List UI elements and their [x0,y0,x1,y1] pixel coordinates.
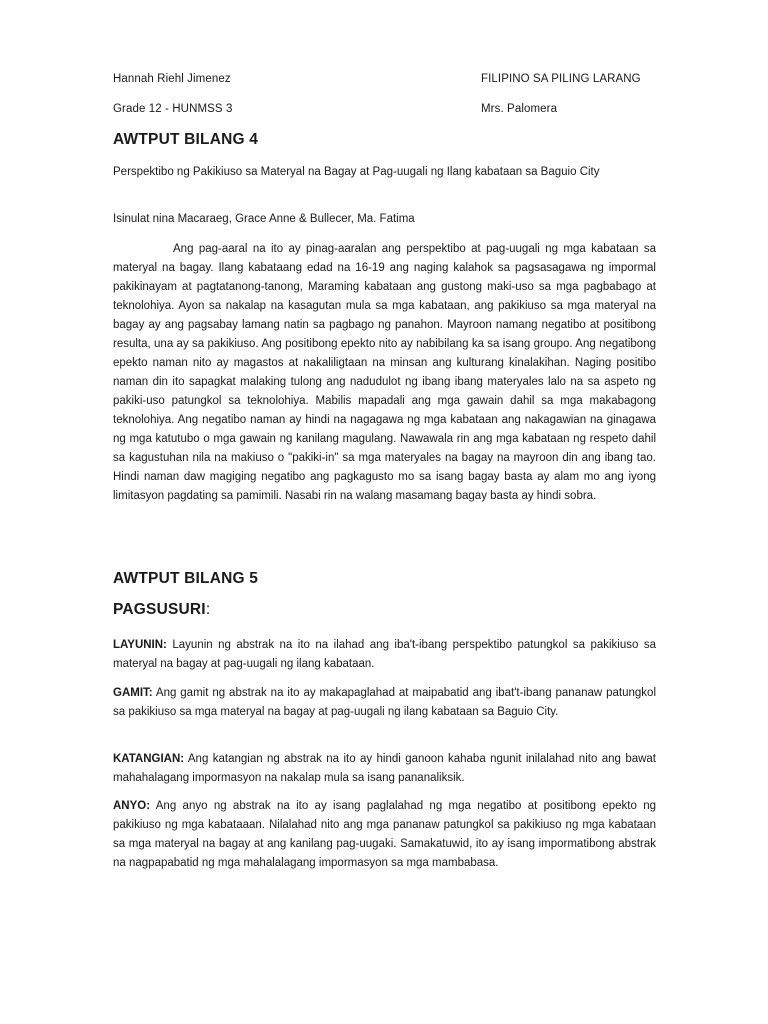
awtput-5-heading: AWTPUT BILANG 5 [113,570,259,587]
section-anyo [113,797,656,873]
section-text: Ang anyo ng abstrak na ito ay isang paglalahad ng mga negatibo at positibong epekto ng pakikiuso ng mga kabataaan. Nilalahad nito ang mga pananaw patungkol sa pakikiuso ng mga kabataan sa mga materyal na bagay at ang kanilang pag-uugaki. Samakatuwid, ito ay isang impormatibong abstrak na nagpapabatid ng mga mahalalagang impormasyon sa mga mambabasa. [113,800,657,869]
grade-section: Grade 12 - HUNMSS 3 [113,103,233,115]
section-katangian [113,750,656,788]
author-name: Hannah Riehl Jimenez [113,73,231,85]
abstract-text: Ang pag-aaral na ito ay pinag-aaralan ang perspektibo at pag-uugali ng mga kabataan sa materyal na bagay. Ilang kabataang edad na 16-19 ang naging kalahok sa pagsasagawa ng impormal pakikinayam at pagtatanong-tanong, Maraming kabataan ang gustong maki-uso sa mga pagbabago at teknolohiya. Ayon sa nakalap na kasagutan mula sa mga kabataan, ang pakikiuso sa mga materyal na bagay ay ang pagsabay lamang natin sa pagbago ng panahon. Mayroon namang negatibo at positibong resulta, una ay sa pakikiuso. Ang positibong epekto nito ay nabibilang ka sa isang groupo. Ang negatibong epekto naman nito ay magastos at nakaliligtaan na minsan ang kulturang kinalakihan. Naging positibo naman din ito sapagkat malaking tulong ang nadudulot ng ibang ibang materyales lalo na sa aspeto ng pakiki-uso patungkol sa teknolohiya. Mabilis mapadali ang mga gawain dahil sa mga makabagong teknolohiya. Ang negatibo naman ay hindi na nagagawa ng mga kabataan ang nakagawian na ginagawa ng mga katutubo o mga gawain ng kanilang magulang. Nawawala rin ang mga kabataan ng respeto dahil sa kagustuhan nila na makiuso o "pakiki-in" sa mga materyales na bagay na mayroon din ang ibang tao. Hindi naman daw magiging negatibo ang pagkagusto mo sa isang bagay basta ay alam mo ang iyong limitasyon pagdating sa pamimili. Nasabi rin na walang masamang bagay basta ay hindi sobra. [113,243,656,502]
abstract-paragraph [113,240,656,506]
pagsusuri-colon: : [205,601,211,618]
section-text: Layunin ng abstrak na ito na ilahad ang iba't-ibang perspektibo patungkol sa pakikiuso sa materyal na bagay at pag-uugali ng ilang kabataan. [113,639,656,670]
pagsusuri-title: PAGSUSURI [113,601,206,618]
teacher-name: Mrs. Palomera [481,103,558,115]
study-byline: Isinulat nina Macaraeg, Grace Anne & Bullecer, Ma. Fatima [113,213,415,225]
awtput-4-heading: AWTPUT BILANG 4 [113,131,259,148]
section-text: Ang gamit ng abstrak na ito ay makapaglahad at maipabatid ang ibat't-ibang pananaw patungkol sa pakikiuso sa mga materyal na bagay at pag-uugali ng ilang kabataan sa Baguio City. [113,687,656,718]
section-label: KATANGIAN: [113,753,185,765]
pagsusuri-heading [113,601,210,619]
study-title: Perspektibo ng Pakikiuso sa Materyal na Bagay at Pag-uugali ng Ilang kabataan sa Baguio City [113,166,600,178]
subject-name: FILIPINO SA PILING LARANG [481,73,641,85]
section-text: Ang katangian ng abstrak na ito ay hindi ganoon kahaba ngunit inilalahad nito ang bawat mahahalagang impormasyon na nakalap mula sa isang pananaliksik. [113,753,657,784]
section-gamit [113,684,656,722]
section-label: LAYUNIN: [113,639,167,651]
section-layunin [113,636,656,674]
section-label: ANYO: [113,800,151,812]
section-label: GAMIT: [113,687,153,699]
